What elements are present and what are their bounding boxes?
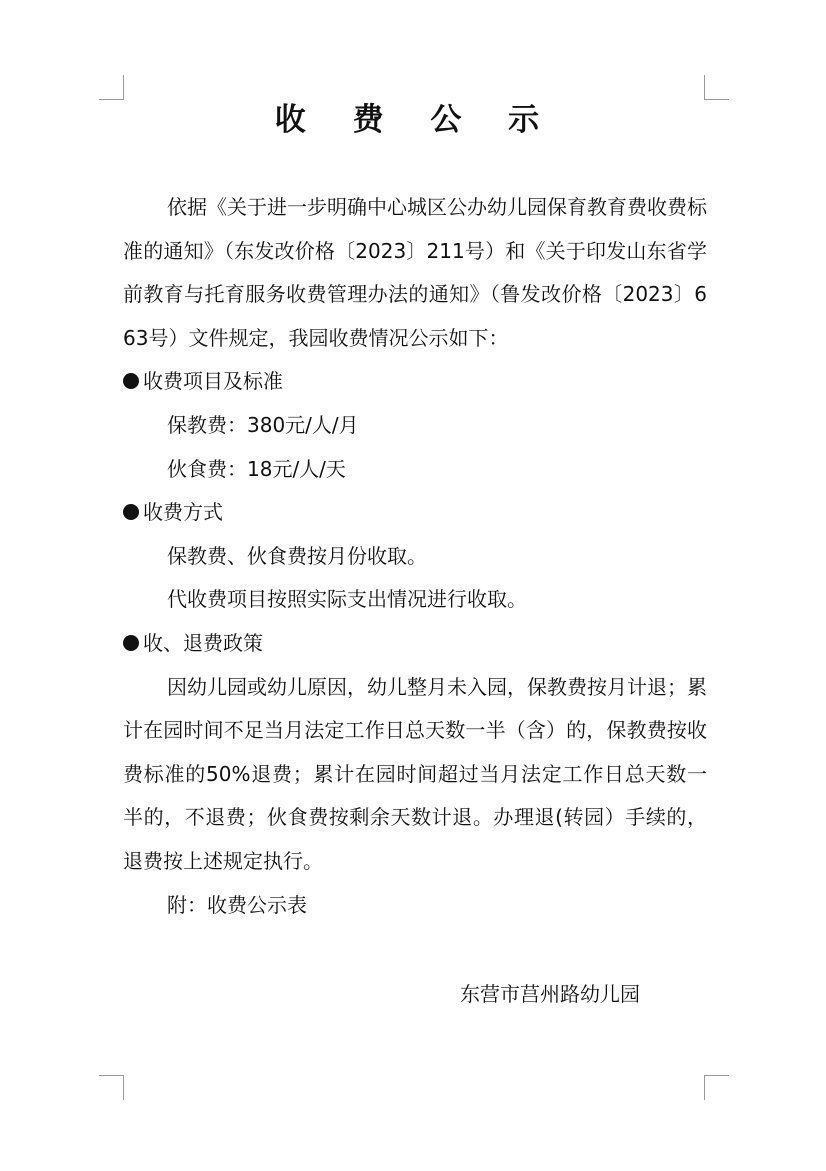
bullet-icon [123,635,139,651]
signature-organization: 东营市莒州路幼儿园 [460,982,640,1006]
page-title: 收 费 公 示 [274,102,558,138]
fee-line-tuition: 保教费：380元/人/月 [167,412,359,437]
crop-mark-bottom-left [99,1075,124,1100]
bullet-icon [123,373,139,389]
section-heading-text: 收费项目及标准 [143,369,283,394]
fee-line-meals: 伙食费：18元/人/天 [167,456,346,481]
section-heading-text: 收、退费政策 [143,630,263,655]
section-heading-text: 收费方式 [143,500,223,525]
section-heading-refund-policy [123,622,707,666]
crop-mark-bottom-right [704,1075,729,1100]
bullet-icon [123,504,139,520]
refund-policy-paragraph: 因幼儿园或幼儿原因，幼儿整月未入园，保教费按月计退；累计在园时间不足当月法定工作日总天数一半（含）的，保教费按收费标准的50%退费；累计在园时间超过当月法定工作日总天数一半的，不退费；伙食费按剩余天数计退。办理退(转园）手续的，退费按上述规定执行。 [123,674,707,873]
payment-line-monthly: 保教费、伙食费按月份收取。 [167,543,427,568]
document-body [123,186,707,927]
section-heading-fee-items [123,360,707,404]
intro-paragraph: 依据《关于进一步明确中心城区公办幼儿园保育教育费收费标准的通知》（东发改价格〔2023〕211号）和《关于印发山东省学前教育与托育服务收费管理办法的通知》（鲁发改价格〔2023〕663号）文件规定，我园收费情况公示如下： [123,195,707,350]
payment-line-agency: 代收费项目按照实际支出情况进行收取。 [167,587,527,612]
section-heading-payment-method [123,491,707,535]
attachment-note: 附：收费公示表 [167,892,307,917]
